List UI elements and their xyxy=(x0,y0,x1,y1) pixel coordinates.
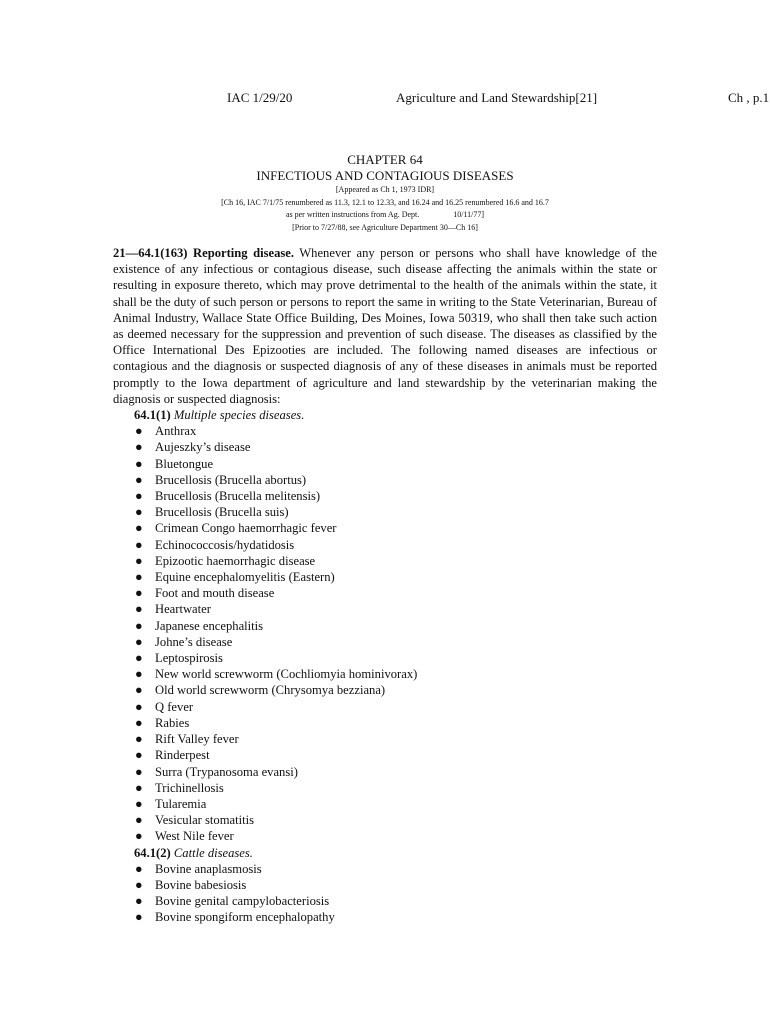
disease-name: Crimean Congo haemorrhagic fever xyxy=(155,521,337,536)
list-item xyxy=(113,682,657,698)
chapter-note xyxy=(0,209,770,222)
list-item xyxy=(113,520,657,536)
list-item xyxy=(113,439,657,455)
disease-name: Tularemia xyxy=(155,796,207,811)
disease-name: Leptospirosis xyxy=(155,651,223,666)
list-item xyxy=(113,828,657,844)
list-item xyxy=(113,601,657,617)
disease-name: Johne’s disease xyxy=(155,634,233,649)
disease-name: Trichinellosis xyxy=(155,780,224,795)
bullet-icon: ● xyxy=(135,602,143,617)
chapter-title: INFECTIOUS AND CONTAGIOUS DISEASES xyxy=(256,168,514,183)
list-item xyxy=(113,488,657,504)
disease-name: Old world screwworm (Chrysomya bezziana) xyxy=(155,683,386,698)
list-item xyxy=(113,423,657,439)
disease-name: Anthrax xyxy=(155,424,197,439)
list-item xyxy=(113,569,657,585)
bullet-icon: ● xyxy=(135,699,143,714)
list-item xyxy=(113,861,657,877)
list-item xyxy=(113,796,657,812)
disease-name: Equine encephalomyelitis (Eastern) xyxy=(155,570,335,585)
bullet-icon: ● xyxy=(135,424,143,439)
bullet-icon: ● xyxy=(135,521,143,536)
bullet-icon: ● xyxy=(135,764,143,779)
bullet-icon: ● xyxy=(135,715,143,730)
header-page: Ch , p.1 xyxy=(728,90,770,105)
bullet-icon: ● xyxy=(135,472,143,487)
subrule-title: Multiple species diseases. xyxy=(173,408,305,423)
bullet-icon: ● xyxy=(135,553,143,568)
list-item xyxy=(113,553,657,569)
header-agency: Agriculture and Land Stewardship[21] xyxy=(396,90,598,105)
list-item xyxy=(113,877,657,893)
list-item xyxy=(113,747,657,763)
list-item xyxy=(113,812,657,828)
list-item xyxy=(113,893,657,909)
disease-name: Brucellosis (Brucella abortus) xyxy=(155,472,307,487)
list-item xyxy=(113,537,657,553)
chapter-note: [Prior to 7/27/88, see Agriculture Department 30—Ch 16] xyxy=(292,222,478,232)
list-item xyxy=(113,909,657,925)
disease-name: Bovine spongiform encephalopathy xyxy=(155,910,335,925)
bullet-icon: ● xyxy=(135,440,143,455)
list-item xyxy=(113,634,657,650)
list-item xyxy=(113,618,657,634)
bullet-icon: ● xyxy=(135,586,143,601)
disease-name: Bluetongue xyxy=(155,456,214,471)
chapter-note-part: as per written instructions from Ag. Dept. xyxy=(285,210,420,219)
subrule-number: 64.1(2) xyxy=(134,845,171,860)
bullet-icon: ● xyxy=(135,910,143,925)
rule-text: Whenever any person or persons who shall have knowledge of the existence of any infectious or contagious disease, such disease affecting the animals within the state or resulting in exposure thereto, which may prove detrimental to the health of the animals within the state, it shall be the duty of such person or persons to report the same in writing to the State Veterinarian, Bureau of Animal Industry, Wallace State Office Building, Des Moines, Iowa 50319, who shall then take such action as deemed necessary for the suppression and prevention of such disease. The diseases as classified by the Office International Des Epizooties are included. The following named diseases are infectious or contagious and the diagnosis or suspected diagnosis of any of these diseases in animals must be reported promptly to the Iowa department of agriculture and land stewardship by the veterinarian making the diagnosis or suspected diagnosis: xyxy=(113,246,658,406)
disease-name: Rinderpest xyxy=(155,748,210,763)
disease-name: Surra (Trypanosoma evansi) xyxy=(155,764,298,779)
list-item xyxy=(113,731,657,747)
disease-name: Heartwater xyxy=(155,602,211,617)
disease-name: West Nile fever xyxy=(155,829,234,844)
header-date: IAC 1/29/20 xyxy=(227,90,293,105)
bullet-icon: ● xyxy=(135,861,143,876)
list-item xyxy=(113,715,657,731)
disease-name: Bovine babesiosis xyxy=(155,877,247,892)
disease-name: Q fever xyxy=(155,699,194,714)
bullet-icon: ● xyxy=(135,780,143,795)
bullet-icon: ● xyxy=(135,537,143,552)
disease-name: Brucellosis (Brucella melitensis) xyxy=(155,489,321,504)
rule-number: 21—64.1(163) xyxy=(113,246,188,260)
bullet-icon: ● xyxy=(135,505,143,520)
disease-name: Bovine genital campylobacteriosis xyxy=(155,894,330,909)
disease-name: Vesicular stomatitis xyxy=(155,813,254,828)
disease-name: Aujeszky’s disease xyxy=(155,440,251,455)
bullet-icon: ● xyxy=(135,667,143,682)
bullet-icon: ● xyxy=(135,894,143,909)
bullet-icon: ● xyxy=(135,683,143,698)
rule-heading: Reporting disease. xyxy=(193,246,295,260)
chapter-note-part: 10/11/77] xyxy=(453,210,485,219)
list-item xyxy=(113,699,657,715)
bullet-icon: ● xyxy=(135,877,143,892)
disease-name: Echinococcosis/hydatidosis xyxy=(155,537,295,552)
rule-paragraph xyxy=(113,245,657,407)
disease-name: Bovine anaplasmosis xyxy=(155,861,262,876)
chapter-heading xyxy=(0,152,770,234)
bullet-icon: ● xyxy=(135,456,143,471)
list-item xyxy=(113,504,657,520)
disease-name: Foot and mouth disease xyxy=(155,586,275,601)
document-body xyxy=(113,245,657,926)
list-item xyxy=(113,780,657,796)
bullet-icon: ● xyxy=(135,829,143,844)
list-item xyxy=(113,764,657,780)
bullet-icon: ● xyxy=(135,651,143,666)
disease-name: New world screwworm (Cochliomyia hominivorax) xyxy=(155,667,418,682)
chapter-number: CHAPTER 64 xyxy=(347,152,423,167)
subrule-heading xyxy=(134,845,657,861)
bullet-icon: ● xyxy=(135,570,143,585)
disease-name: Brucellosis (Brucella suis) xyxy=(155,505,289,520)
chapter-note: [Ch 16, IAC 7/1/75 renumbered as 11.3, 12.1 to 12.33, and 16.24 and 16.25 renumbered 16.6 and 16.7 xyxy=(221,197,549,207)
subrule-number: 64.1(1) xyxy=(134,408,171,423)
bullet-icon: ● xyxy=(135,748,143,763)
bullet-icon: ● xyxy=(135,618,143,633)
subrule-heading xyxy=(134,407,657,423)
list-item xyxy=(113,585,657,601)
list-item xyxy=(113,666,657,682)
list-item xyxy=(113,650,657,666)
bullet-icon: ● xyxy=(135,489,143,504)
disease-name: Rift Valley fever xyxy=(155,732,239,747)
disease-name: Epizootic haemorrhagic disease xyxy=(155,553,316,568)
chapter-note: [Appeared as Ch 1, 1973 IDR] xyxy=(335,185,435,194)
bullet-icon: ● xyxy=(135,796,143,811)
bullet-icon: ● xyxy=(135,634,143,649)
disease-name: Japanese encephalitis xyxy=(155,618,264,633)
subrule-title: Cattle diseases. xyxy=(173,845,253,860)
disease-list xyxy=(113,861,657,926)
bullet-icon: ● xyxy=(135,813,143,828)
bullet-icon: ● xyxy=(135,732,143,747)
list-item xyxy=(113,456,657,472)
disease-list xyxy=(113,423,657,844)
list-item xyxy=(113,472,657,488)
disease-name: Rabies xyxy=(155,715,190,730)
